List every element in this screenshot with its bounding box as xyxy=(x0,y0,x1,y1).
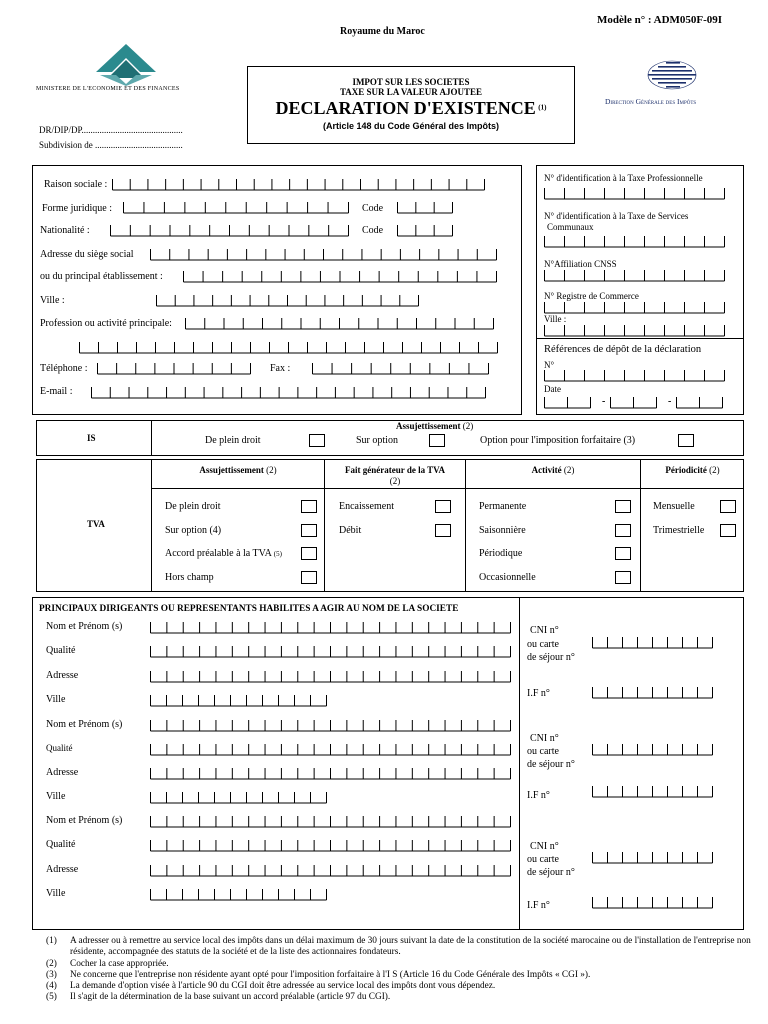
date-year-input[interactable] xyxy=(676,396,724,410)
dirigeant-1-adresse-input[interactable] xyxy=(150,670,512,684)
code-label-1: Code xyxy=(362,203,384,214)
tva-accord-label-wrap xyxy=(165,548,282,559)
dirigeant-3-ville-input[interactable] xyxy=(150,888,328,902)
dirigeant-2-ville-input[interactable] xyxy=(150,791,328,805)
rc-ville-input[interactable] xyxy=(544,324,726,338)
dirigeants-divider xyxy=(519,598,520,929)
tva-sur-option-label: Sur option (4) xyxy=(165,525,222,536)
is-divider xyxy=(151,421,152,455)
dirigeant-1-carte-label: ou carte xyxy=(527,639,559,650)
principal-etab-label: ou du principal établissement : xyxy=(40,271,163,282)
dirigeant-2-cni-input[interactable] xyxy=(592,743,714,757)
date-dash-1: - xyxy=(602,396,606,407)
subdivision-field[interactable]: Subdivision de ....................................... xyxy=(39,140,183,150)
dirigeant-3-ville-label: Ville xyxy=(46,888,66,899)
raison-sociale-label: Raison sociale : xyxy=(44,179,108,190)
tva-col-activite-wrap xyxy=(466,465,640,475)
tva-col-assuj: Assujettissement xyxy=(199,465,264,475)
tva-accord-label: Accord préalable à la TVA xyxy=(165,548,272,559)
dirigeant-2-nom-label: Nom et Prénom (s) xyxy=(46,719,123,730)
dirigeant-2-if-label: I.F n° xyxy=(527,790,550,801)
dirigeant-3-qualite-label: Qualité xyxy=(46,839,76,850)
tva-permanente-label: Permanente xyxy=(479,501,527,512)
tva-trimestrielle-checkbox[interactable] xyxy=(720,524,736,537)
tva-accord-checkbox[interactable] xyxy=(301,547,317,560)
ville-input[interactable] xyxy=(156,294,420,308)
adresse-siege-input[interactable] xyxy=(150,248,498,262)
model-number: Modèle n° : ADM050F-09I xyxy=(597,14,723,26)
tva-debit-checkbox[interactable] xyxy=(435,524,451,537)
dirigeant-2-adresse-label: Adresse xyxy=(46,767,79,778)
nationalite-label: Nationalité : xyxy=(40,225,90,236)
footnote-2-text: Cocher la case appropriée. xyxy=(70,959,169,969)
tva-col-assuj-wrap xyxy=(152,465,324,475)
dirigeant-1-nom-label: Nom et Prénom (s) xyxy=(46,621,123,632)
is-sur-option-checkbox[interactable] xyxy=(429,434,445,447)
dirigeant-3-adresse-input[interactable] xyxy=(150,864,512,878)
title-tva: TAXE SUR LA VALEUR AJOUTEE xyxy=(339,87,483,97)
tva-divider-3 xyxy=(465,460,466,591)
tva-col-fait-ref: (2) xyxy=(389,476,401,486)
adresse-siege-label: Adresse du siège social xyxy=(40,249,134,260)
dirigeant-3-if-label: I.F n° xyxy=(527,900,550,911)
tva-permanente-checkbox[interactable] xyxy=(615,500,631,513)
tp-label: N° d'identification à la Taxe Professionnelle xyxy=(544,173,703,183)
is-assuj-heading: Assujettissement xyxy=(396,421,461,431)
tva-col-activite-ref: (2) xyxy=(563,465,575,475)
footnote-5-num: (5) xyxy=(46,992,57,1002)
tva-plein-droit-label: De plein droit xyxy=(165,501,221,512)
dirigeant-3-nom-label: Nom et Prénom (s) xyxy=(46,815,123,826)
dirigeant-1-cni-input[interactable] xyxy=(592,636,714,650)
dirigeant-2-qualite-input[interactable] xyxy=(150,743,512,757)
dirigeant-3-if-input[interactable] xyxy=(592,896,714,910)
cnss-label: N°Affiliation CNSS xyxy=(544,259,617,269)
date-day-input[interactable] xyxy=(544,396,592,410)
tva-sur-option-checkbox[interactable] xyxy=(301,524,317,537)
title-main-wrap xyxy=(247,98,575,119)
dirigeant-3-cni-input[interactable] xyxy=(592,851,714,865)
dirigeant-1-if-input[interactable] xyxy=(592,686,714,700)
is-assuj-heading-wrap xyxy=(396,421,473,431)
dirigeants-heading: PRINCIPAUX DIRIGEANTS OU REPRESENTANTS HABILITES A AGIR AU NOM DE LA SOCIETE xyxy=(39,604,459,614)
rc-input[interactable] xyxy=(544,301,726,315)
tva-col-fait: Fait générateur de la TVA xyxy=(345,465,445,475)
is-forfaitaire-checkbox[interactable] xyxy=(678,434,694,447)
code-label-2: Code xyxy=(362,225,384,236)
tva-mensuelle-checkbox[interactable] xyxy=(720,500,736,513)
forme-juridique-input[interactable] xyxy=(123,201,350,215)
dirigeant-3-qualite-input[interactable] xyxy=(150,839,512,853)
tva-encaissement-label: Encaissement xyxy=(339,501,394,512)
footnote-3-text: Ne concerne que l'entreprise non résidente ayant opté pour l'imposition forfaitaire à l'I S (Article 16 du Code Générale des Impôts « CGI »). xyxy=(70,970,591,980)
tsc-label-2: Communaux xyxy=(547,222,594,232)
dirigeant-2-adresse-input[interactable] xyxy=(150,767,512,781)
raison-sociale-input[interactable] xyxy=(112,178,486,192)
tva-saisonniere-label: Saisonnière xyxy=(479,525,526,536)
is-plein-droit-label: De plein droit xyxy=(205,435,261,446)
profession-label: Profession ou activité principale: xyxy=(40,318,172,329)
tva-occasionnelle-checkbox[interactable] xyxy=(615,571,631,584)
dirigeant-3-sejour-label: de séjour n° xyxy=(527,867,575,878)
email-input[interactable] xyxy=(91,386,487,400)
tva-encaissement-checkbox[interactable] xyxy=(435,500,451,513)
title-is: IMPOT SUR LES SOCIETES xyxy=(352,77,470,87)
tva-periodique-label: Périodique xyxy=(479,548,523,559)
dr-dip-dp-field[interactable]: DR/DIP/DP............................................. xyxy=(39,125,183,135)
dirigeant-3-adresse-label: Adresse xyxy=(46,864,79,875)
tp-input[interactable] xyxy=(544,187,726,201)
tva-plein-droit-checkbox[interactable] xyxy=(301,500,317,513)
is-assuj-ref: (2) xyxy=(462,421,474,431)
tva-col-periodicite-wrap xyxy=(641,465,744,475)
footnote-4-num: (4) xyxy=(46,981,57,991)
kingdom-label: Royaume du Maroc xyxy=(340,26,425,37)
numero-input[interactable] xyxy=(544,369,726,383)
is-sur-option-label: Sur option xyxy=(356,435,398,446)
footnote-4-text: La demande d'option visée à l'article 90 du CGI doit être adressée au service local des impôts dont vous dépendez. xyxy=(70,981,496,991)
dirigeant-3-carte-label: ou carte xyxy=(527,854,559,865)
email-label: E-mail : xyxy=(40,386,73,397)
dirigeant-3-cni-label: CNI n° xyxy=(530,841,559,852)
dirigeant-1-sejour-label: de séjour n° xyxy=(527,652,575,663)
telephone-input[interactable] xyxy=(97,362,252,376)
tva-divider-1 xyxy=(151,460,152,591)
right-panel-divider xyxy=(537,338,743,339)
is-plein-droit-checkbox[interactable] xyxy=(309,434,325,447)
tsc-input[interactable] xyxy=(544,235,726,249)
references-label: Références de dépôt de la déclaration xyxy=(544,344,702,355)
dgi-logo-icon xyxy=(644,60,700,94)
cnss-input[interactable] xyxy=(544,269,726,283)
tva-col-activite: Activité xyxy=(531,465,562,475)
title-sup: (1) xyxy=(538,103,547,112)
tva-mensuelle-label: Mensuelle xyxy=(653,501,695,512)
rc-ville-label: Ville : xyxy=(544,314,567,324)
dirigeant-2-nom-input[interactable] xyxy=(150,719,512,733)
date-dash-2: - xyxy=(668,396,672,407)
dirigeant-1-if-label: I.F n° xyxy=(527,688,550,699)
ville-label: Ville : xyxy=(40,295,65,306)
dirigeant-2-if-input[interactable] xyxy=(592,785,714,799)
rc-label: N° Registre de Commerce xyxy=(544,291,639,301)
dirigeant-1-ville-label: Ville xyxy=(46,694,66,705)
tva-label: TVA xyxy=(87,519,105,529)
is-label: IS xyxy=(87,433,96,443)
numero-label: N° xyxy=(544,360,555,370)
dirigeant-3-nom-input[interactable] xyxy=(150,815,512,829)
nationalite-input[interactable] xyxy=(110,224,350,238)
tva-debit-label: Débit xyxy=(339,525,362,536)
code-input-1[interactable] xyxy=(397,201,454,215)
principal-etab-input[interactable] xyxy=(183,270,498,284)
forme-juridique-label: Forme juridique : xyxy=(42,203,112,214)
ministry-name: MINISTERE DE L'ECONOMIE ET DES FINANCES xyxy=(36,86,180,92)
date-label: Date xyxy=(544,384,561,394)
dirigeant-1-qualite-label: Qualité xyxy=(46,645,76,656)
tva-col-assuj-ref: (2) xyxy=(266,465,277,475)
tva-saisonniere-checkbox[interactable] xyxy=(615,524,631,537)
tva-accord-ref: (5) xyxy=(273,550,282,558)
fax-input[interactable] xyxy=(312,362,490,376)
dirigeant-1-adresse-label: Adresse xyxy=(46,670,79,681)
date-month-input[interactable] xyxy=(610,396,658,410)
fax-label: Fax : xyxy=(270,363,291,374)
telephone-label: Téléphone : xyxy=(40,363,88,374)
tva-trimestrielle-label: Trimestrielle xyxy=(653,525,705,536)
dirigeant-2-ville-label: Ville xyxy=(46,791,66,802)
tva-col-periodicite-ref: (2) xyxy=(709,465,720,475)
tva-header-line xyxy=(152,488,743,489)
footnote-1-num: (1) xyxy=(46,936,57,946)
tva-col-periodicite: Périodicité xyxy=(665,465,707,475)
title-main: DECLARATION D'EXISTENCE xyxy=(275,98,536,118)
footnote-2-num: (2) xyxy=(46,959,57,969)
is-forfaitaire-label: Option pour l'imposition forfaitaire (3) xyxy=(480,435,636,446)
dirigeant-2-cni-label: CNI n° xyxy=(530,733,559,744)
tva-hors-champ-label: Hors champ xyxy=(165,572,214,583)
tva-divider-4 xyxy=(640,460,641,591)
dirigeant-1-nom-input[interactable] xyxy=(150,621,512,635)
footnote-3-num: (3) xyxy=(46,970,57,980)
title-article: (Article 148 du Code Général des Impôts) xyxy=(322,121,500,131)
dirigeant-2-sejour-label: de séjour n° xyxy=(527,759,575,770)
profession-input-2[interactable] xyxy=(79,341,499,355)
tsc-label: N° d'identification à la Taxe de Services xyxy=(544,211,689,221)
dirigeant-2-qualite-label: Qualité xyxy=(46,743,73,753)
profession-input[interactable] xyxy=(185,317,495,331)
dirigeant-1-ville-input[interactable] xyxy=(150,694,328,708)
dirigeant-1-cni-label: CNI n° xyxy=(530,625,559,636)
tva-hors-champ-checkbox[interactable] xyxy=(301,571,317,584)
ministry-logo-icon xyxy=(86,42,166,86)
dirigeant-2-carte-label: ou carte xyxy=(527,746,559,757)
dirigeant-1-qualite-input[interactable] xyxy=(150,645,512,659)
tva-occasionnelle-label: Occasionnelle xyxy=(479,572,536,583)
code-input-2[interactable] xyxy=(397,224,454,238)
footnote-1-text: A adresser ou à remettre au service local des impôts dans un délai maximum de 30 jours suivant la date de la constitution de la société marocaine ou de l'installation de l'entreprise non résidente, accompagnée des statuts de la société et de la liste des actionnaires fondateurs. xyxy=(70,936,751,957)
dgi-name: Direction Générale des Impôts xyxy=(605,97,697,106)
tva-periodique-checkbox[interactable] xyxy=(615,547,631,560)
footnote-5-text: Il s'agit de la détermination de la base suivant un accord préalable (article 97 du CGI). xyxy=(70,992,391,1002)
